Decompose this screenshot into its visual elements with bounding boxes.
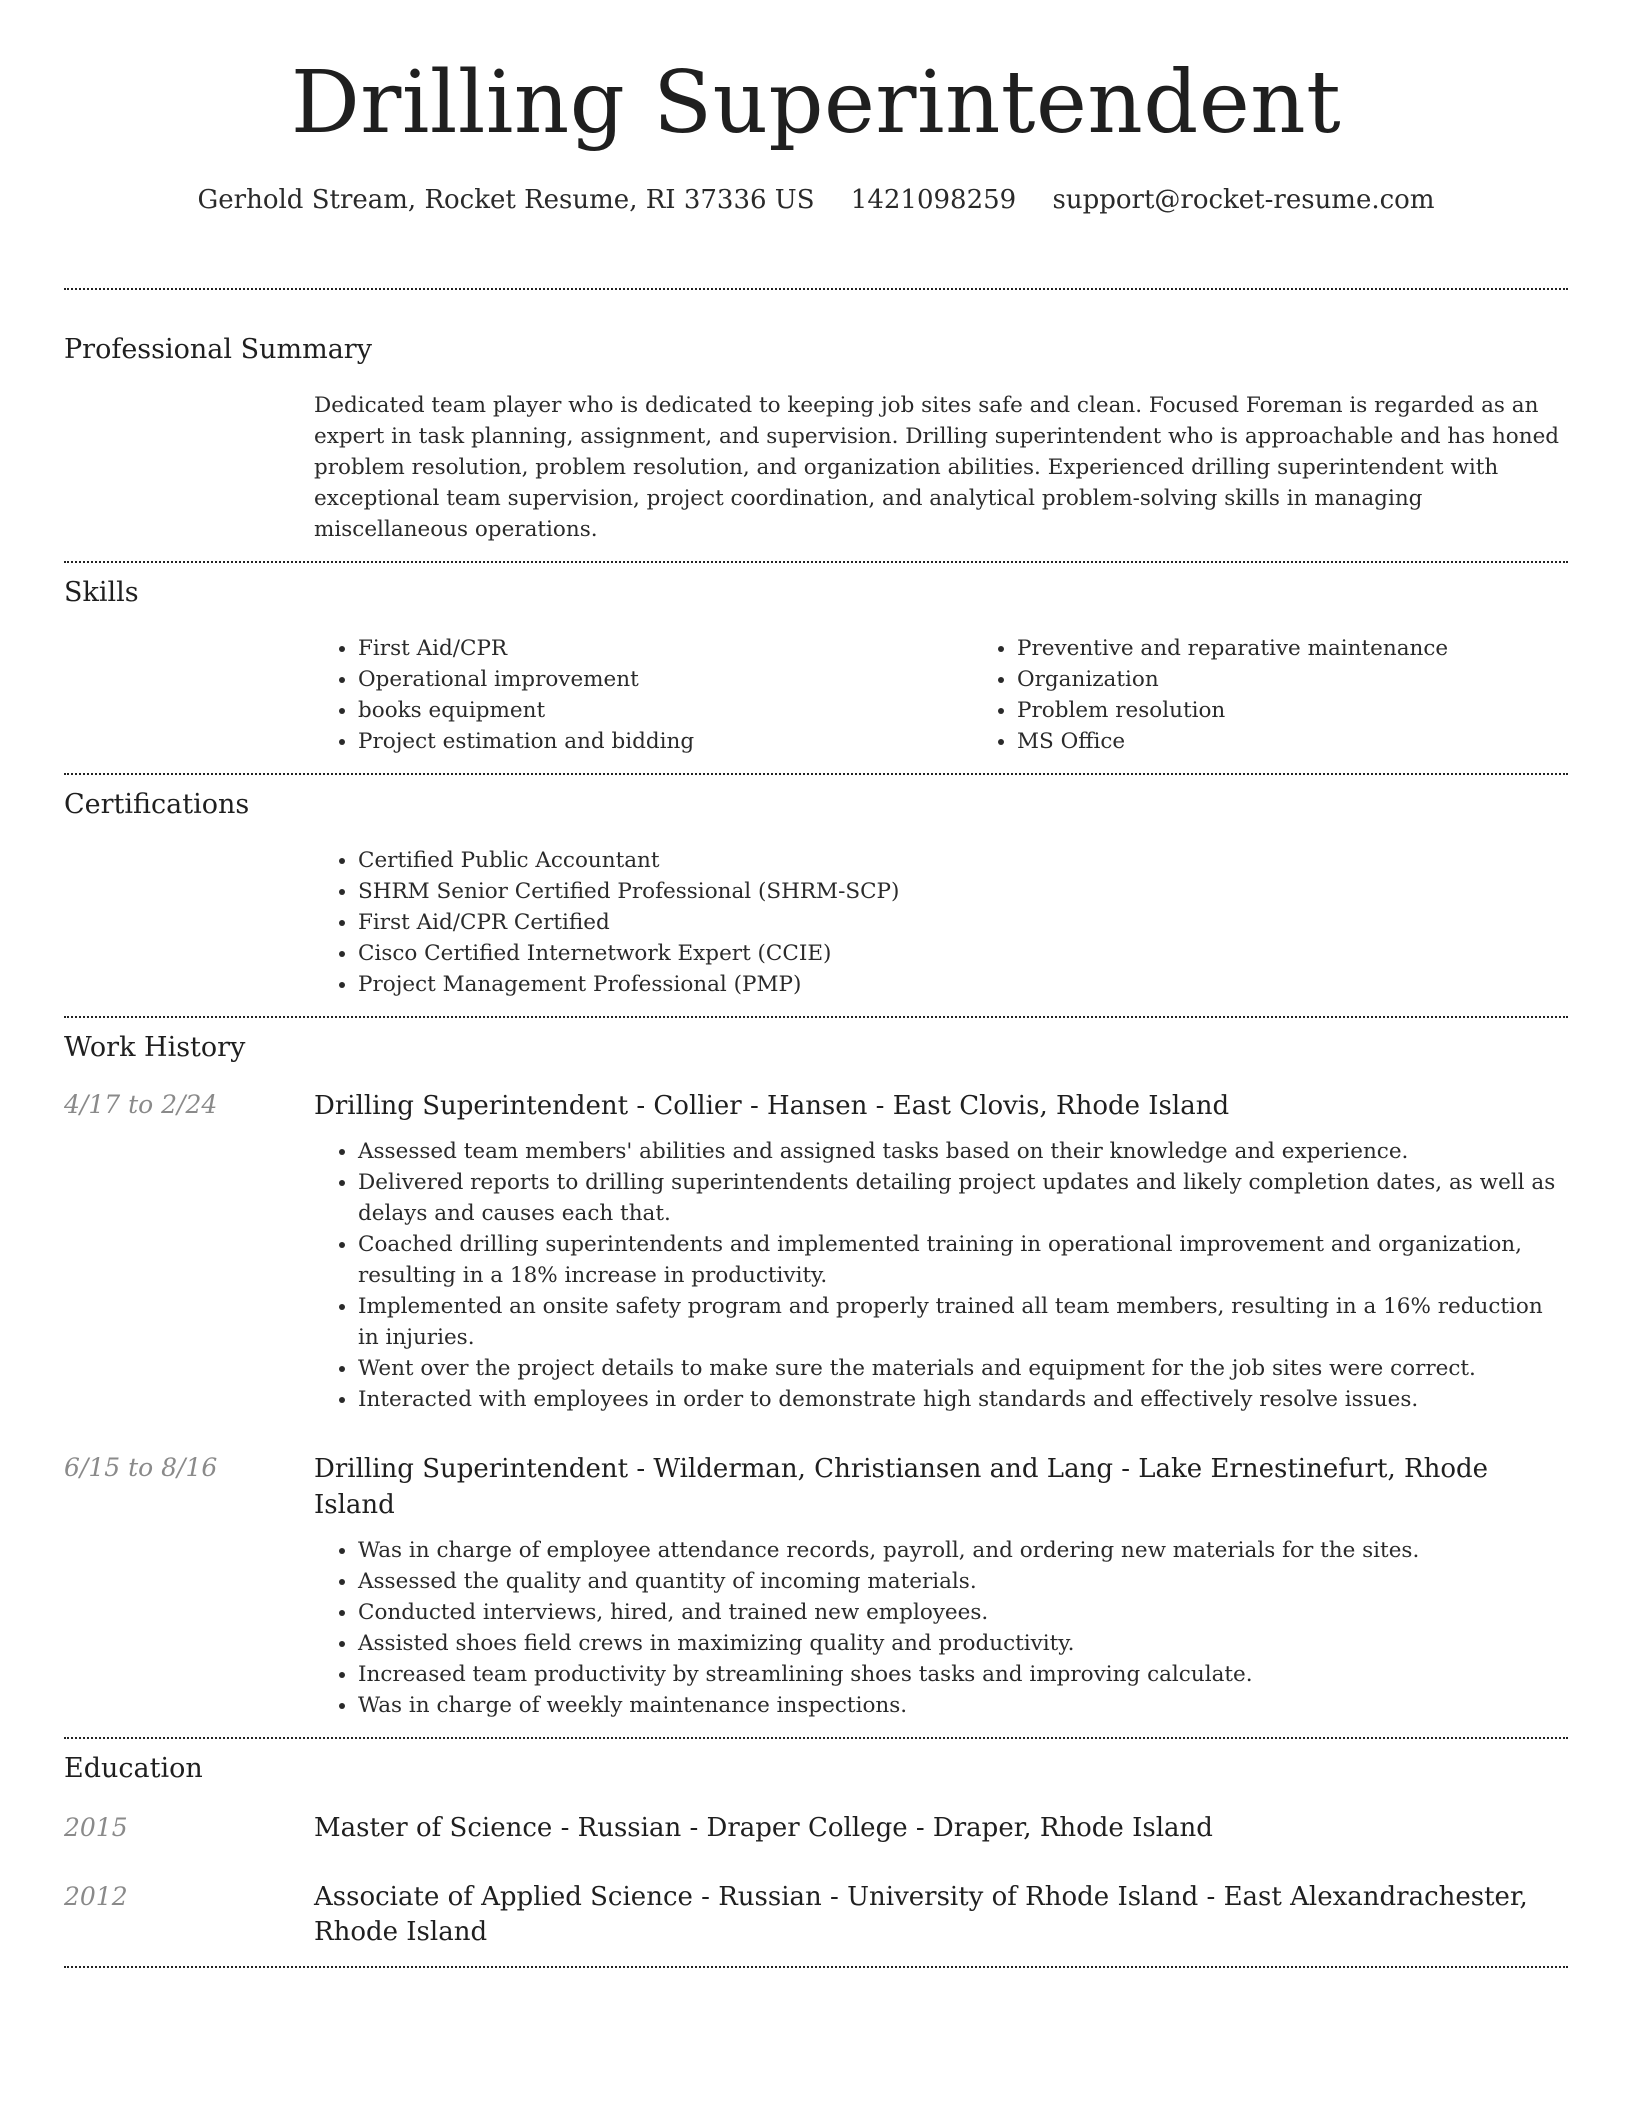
job-dates: 4/17 to 2/24 bbox=[64, 1090, 218, 1119]
section-work-history bbox=[0, 1018, 1632, 1721]
skill-item: • MS Office bbox=[1017, 726, 1632, 757]
section-education bbox=[0, 1739, 1632, 1950]
job-entry bbox=[64, 1451, 1568, 1721]
skills-list bbox=[314, 633, 1632, 757]
certification-item: • Cisco Certified Internetwork Expert (CCIE) bbox=[358, 938, 1568, 969]
skill-item: • Operational improvement bbox=[358, 664, 973, 695]
job-role: Drilling Superintendent bbox=[314, 1454, 629, 1484]
education-degree: Master of Science - Russian bbox=[314, 1813, 682, 1843]
job-bullet: • Delivered reports to drilling superintendents detailing project updates and likely completion dates, as well as delays and causes each that. bbox=[358, 1167, 1568, 1229]
skill-item: • Preventive and reparative maintenance bbox=[1017, 633, 1632, 664]
summary-text: Dedicated team player who is dedicated to keeping job sites safe and clean. Focused Foreman is regarded as an expert in task planning, assignment, and supervision. Drilling superintendent who is approachable and has honed problem resolution, problem resolution, and organization abilities. Experienced drilling superintendent with exceptional team supervision, project coordination, and analytical problem-solving skills in managing miscellaneous operations. bbox=[314, 393, 1560, 542]
skills-column-right bbox=[973, 633, 1632, 757]
skills-column-left bbox=[314, 633, 973, 757]
job-details: - Collier - Hansen - East Clovis, Rhode Island bbox=[628, 1091, 1230, 1121]
section-skills bbox=[0, 563, 1632, 757]
section-title-work: Work History bbox=[64, 1032, 246, 1063]
section-summary bbox=[0, 290, 1632, 545]
education-details: - University of Rhode Island - East Alexandrachester, Rhode Island bbox=[314, 1882, 1528, 1947]
job-bullet: • Coached drilling superintendents and implemented training in operational improvement and organization, resulting in a 18% increase in productivity. bbox=[358, 1229, 1568, 1291]
certification-item: • Project Management Professional (PMP) bbox=[358, 969, 1568, 1000]
job-heading bbox=[314, 1088, 1568, 1124]
education-details: - Draper College - Draper, Rhode Island bbox=[681, 1813, 1213, 1843]
job-bullet: • Went over the project details to make sure the materials and equipment for the job sites were correct. bbox=[358, 1353, 1568, 1384]
skill-item: • books equipment bbox=[358, 695, 973, 726]
job-entry bbox=[64, 1088, 1568, 1415]
job-bullet: • Implemented an onsite safety program and properly trained all team members, resulting in a 16% reduction in injuries. bbox=[358, 1291, 1568, 1353]
contact-line bbox=[0, 182, 1632, 218]
skill-item: • Organization bbox=[1017, 664, 1632, 695]
job-bullet: • Increased team productivity by streamlining shoes tasks and improving calculate. bbox=[358, 1659, 1568, 1690]
job-bullets bbox=[314, 1136, 1568, 1415]
resume-header bbox=[0, 0, 1632, 238]
candidate-name: Drilling Superintendent bbox=[290, 53, 1342, 153]
summary-spacer bbox=[64, 390, 314, 545]
skill-item: • Project estimation and bidding bbox=[358, 726, 973, 757]
section-certifications bbox=[0, 775, 1632, 1000]
education-heading bbox=[314, 1811, 1568, 1846]
certification-item: • SHRM Senior Certified Professional (SHRM-SCP) bbox=[358, 876, 1568, 907]
education-degree: Associate of Applied Science - Russian bbox=[314, 1882, 822, 1912]
certification-item: • Certified Public Accountant bbox=[358, 845, 1568, 876]
job-bullet: • Assessed the quality and quantity of incoming materials. bbox=[358, 1566, 1568, 1597]
section-title-summary: Professional Summary bbox=[64, 334, 372, 365]
job-role: Drilling Superintendent bbox=[314, 1091, 629, 1121]
job-bullet: • Assisted shoes field crews in maximizing quality and productivity. bbox=[358, 1628, 1568, 1659]
contact-address: Gerhold Stream, Rocket Resume, RI 37336 US bbox=[197, 185, 815, 215]
job-bullet: • Assessed team members' abilities and assigned tasks based on their knowledge and experience. bbox=[358, 1136, 1568, 1167]
skill-item: • First Aid/CPR bbox=[358, 633, 973, 664]
job-heading bbox=[314, 1451, 1568, 1523]
contact-email: support@rocket-resume.com bbox=[1052, 185, 1435, 215]
job-bullets bbox=[314, 1535, 1568, 1721]
section-title-skills: Skills bbox=[64, 577, 139, 608]
job-details: - Wilderman, Christiansen and Lang - Lake Ernestinefurt, Rhode Island bbox=[314, 1454, 1489, 1520]
skill-item: • Problem resolution bbox=[1017, 695, 1632, 726]
job-bullet: • Interacted with employees in order to demonstrate high standards and effectively resolve issues. bbox=[358, 1384, 1568, 1415]
section-title-certifications: Certifications bbox=[64, 789, 250, 820]
divider bbox=[64, 1966, 1568, 1968]
education-heading bbox=[314, 1880, 1568, 1950]
education-entry bbox=[64, 1880, 1568, 1950]
education-entry bbox=[64, 1811, 1568, 1846]
certification-item: • First Aid/CPR Certified bbox=[358, 907, 1568, 938]
job-bullet: • Conducted interviews, hired, and trained new employees. bbox=[358, 1597, 1568, 1628]
certifications-list bbox=[314, 845, 1568, 1000]
section-title-education: Education bbox=[64, 1753, 203, 1784]
contact-phone: 1421098259 bbox=[850, 185, 1017, 215]
education-year: 2015 bbox=[64, 1813, 128, 1842]
job-bullet: • Was in charge of weekly maintenance inspections. bbox=[358, 1690, 1568, 1721]
job-dates: 6/15 to 8/16 bbox=[64, 1453, 218, 1482]
job-bullet: • Was in charge of employee attendance records, payroll, and ordering new materials for the sites. bbox=[358, 1535, 1568, 1566]
education-year: 2012 bbox=[64, 1882, 128, 1911]
